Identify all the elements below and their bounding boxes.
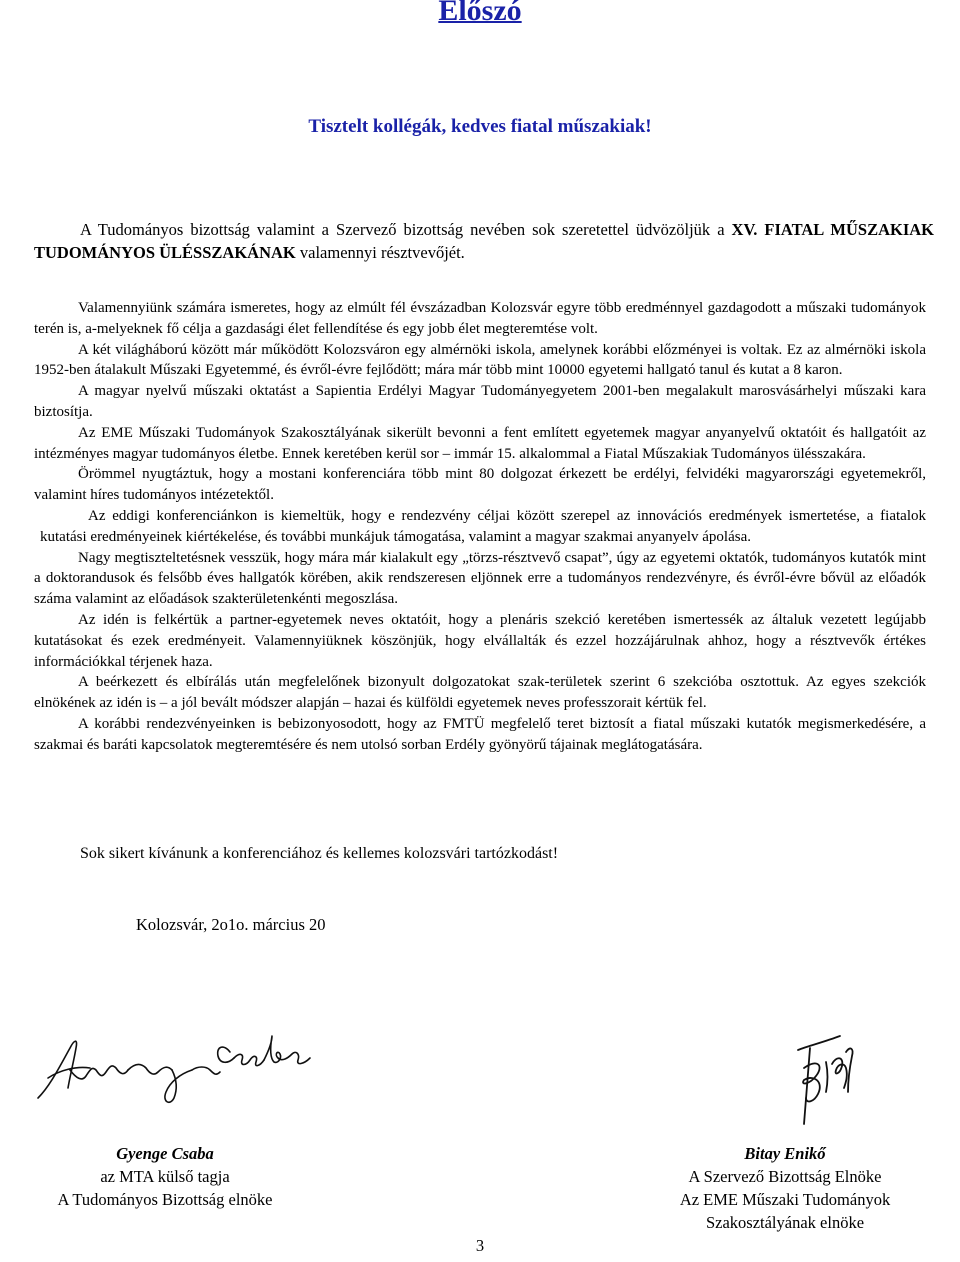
intro-text-end: valamennyi résztvevőjét. xyxy=(295,243,465,262)
signer-title-line: Szakosztályának elnöke xyxy=(705,1213,865,1232)
body-text xyxy=(34,298,926,756)
closing-wish: Sok sikert kívánunk a konferenciához és kellemes kolozsvári tartózkodást! xyxy=(80,845,559,862)
body-paragraph: A két világháború között már működött Kolozsváron egy almérnöki iskola, amelynek korábbi előzményei is voltak. Ez az almérnöki iskola 1952-ben átalakult Műszaki Egyetemmé, és évről-évre fejlődött; mára már több mint 10000 egyetemi hallgató tanul és kutat a 8 karon. xyxy=(34,341,926,379)
body-paragraph: Az EME Műszaki Tudományok Szakosztályának sikerült bevonni a fent említett egyetemek magyar anyanyelvű oktatóit és hallgatóit az intézményes magyar tudományos életbe. Ennek keretében kerül sor – immár 15. alkalommal a Fiatal Műszakiak Tudományos ülésszakára. xyxy=(34,424,926,462)
body-paragraph: Az eddigi konferenciánkon is kiemeltük, hogy e rendezvény céljai között szerepel az innovációs eredmények ismertetése, a fiatalok kutatási eredményeinek kiértékelése, és további munkájuk támogatása, valamint a magyar szakmai anyanyelv ápolása. xyxy=(40,507,926,545)
signer-block-left xyxy=(20,1142,310,1211)
salutation: Tisztelt kollégák, kedves fiatal műszakiak! xyxy=(308,116,652,137)
body-paragraph: Valamennyiünk számára ismeretes, hogy az elmúlt fél évszázadban Kolozsvár egyre több eredménnyel gazdagodott a műszaki tudományok terén is, a-melyeknek fő célja a gazdasági élet fellendítése és egy jobb élet megteremtése volt. xyxy=(34,300,926,337)
signer-title-line: A Tudományos Bizottság elnöke xyxy=(57,1190,273,1209)
signer-block-right xyxy=(640,1142,930,1234)
place-and-date: Kolozsvár, 2o1o. március 20 xyxy=(136,915,326,934)
intro-event-name: XV. FIATAL MŰSZAKIAK TUDOMÁNYOS ÜLÉSSZAKÁNAK xyxy=(34,220,934,262)
signature-right-image xyxy=(784,1022,864,1132)
signer-title-line: A Szervező Bizottság Elnöke xyxy=(688,1167,882,1186)
signature-left-image xyxy=(30,1026,320,1106)
signer-title-line: az MTA külső tagja xyxy=(100,1167,230,1186)
signer-title-line: Az EME Műszaki Tudományok xyxy=(679,1190,891,1209)
body-paragraph: Az idén is felkértük a partner-egyetemek neves oktatóit, hogy a plenáris szekció keretében ismertessék az általuk vezetett legújabb kutatásokat és ezek eredményeit. Valamennyiüknek köszönjük, hogy elvállalták és ezzel hozzájárulnak ahhoz, hogy a résztvevők értékes információkkal térjenek haza. xyxy=(34,611,926,670)
signer-name: Gyenge Csaba xyxy=(116,1144,214,1163)
body-paragraph: A magyar nyelvű műszaki oktatást a Sapientia Erdélyi Magyar Tudományegyetem 2001-ben megalakult marosvásárhelyi műszaki kara biztosítja. xyxy=(34,383,926,420)
intro-text-start: A Tudományos bizottság valamint a Szervező bizottság nevében sok szeretettel üdvözöljük a xyxy=(80,220,732,239)
signer-name: Bitay Enikő xyxy=(744,1144,826,1163)
body-paragraph: A beérkezett és elbírálás után megfelelőnek bizonyult dolgozatokat szak-területek szerint 6 szekcióba osztottuk. Az egyes szekciók elnökének az idén is – a jól bevált módszer alapján – hazai és külföldi egyetemek neves professzorait kértük fel. xyxy=(34,674,926,712)
body-paragraph: A korábbi rendezvényeinken is bebizonyosodott, hogy az FMTÜ megfelelő teret biztosít a fiatal műszaki kutatók megismerkedésére, a szakmai és baráti kapcsolatok megteremtésére és nem utolsó sorban Erdély gyönyörű tájainak meglátogatására. xyxy=(34,715,926,753)
page-title: Előszó xyxy=(438,0,522,27)
body-paragraph: Örömmel nyugtáztuk, hogy a mostani konferenciára több mint 80 dolgozat érkezett be erdélyi, felvidéki magyarországi egyetemekről, valamint híres tudományos intézetektől. xyxy=(34,466,926,504)
body-paragraph: Nagy megtiszteltetésnek vesszük, hogy mára már kialakult egy „törzs-résztvevő csapat”, úgy az egyetemi oktatók, tudományos kutatók mint a doktorandusok és felsőbb éves hallgatók körében, akik rendszeresen eljönnek erre a tudományos rendezvényre, és évről-évre bővül az előadók száma valamint az előadások szakterületenkénti megoszlása. xyxy=(34,549,926,608)
intro-paragraph xyxy=(34,218,934,264)
page-number: 3 xyxy=(475,1236,485,1255)
